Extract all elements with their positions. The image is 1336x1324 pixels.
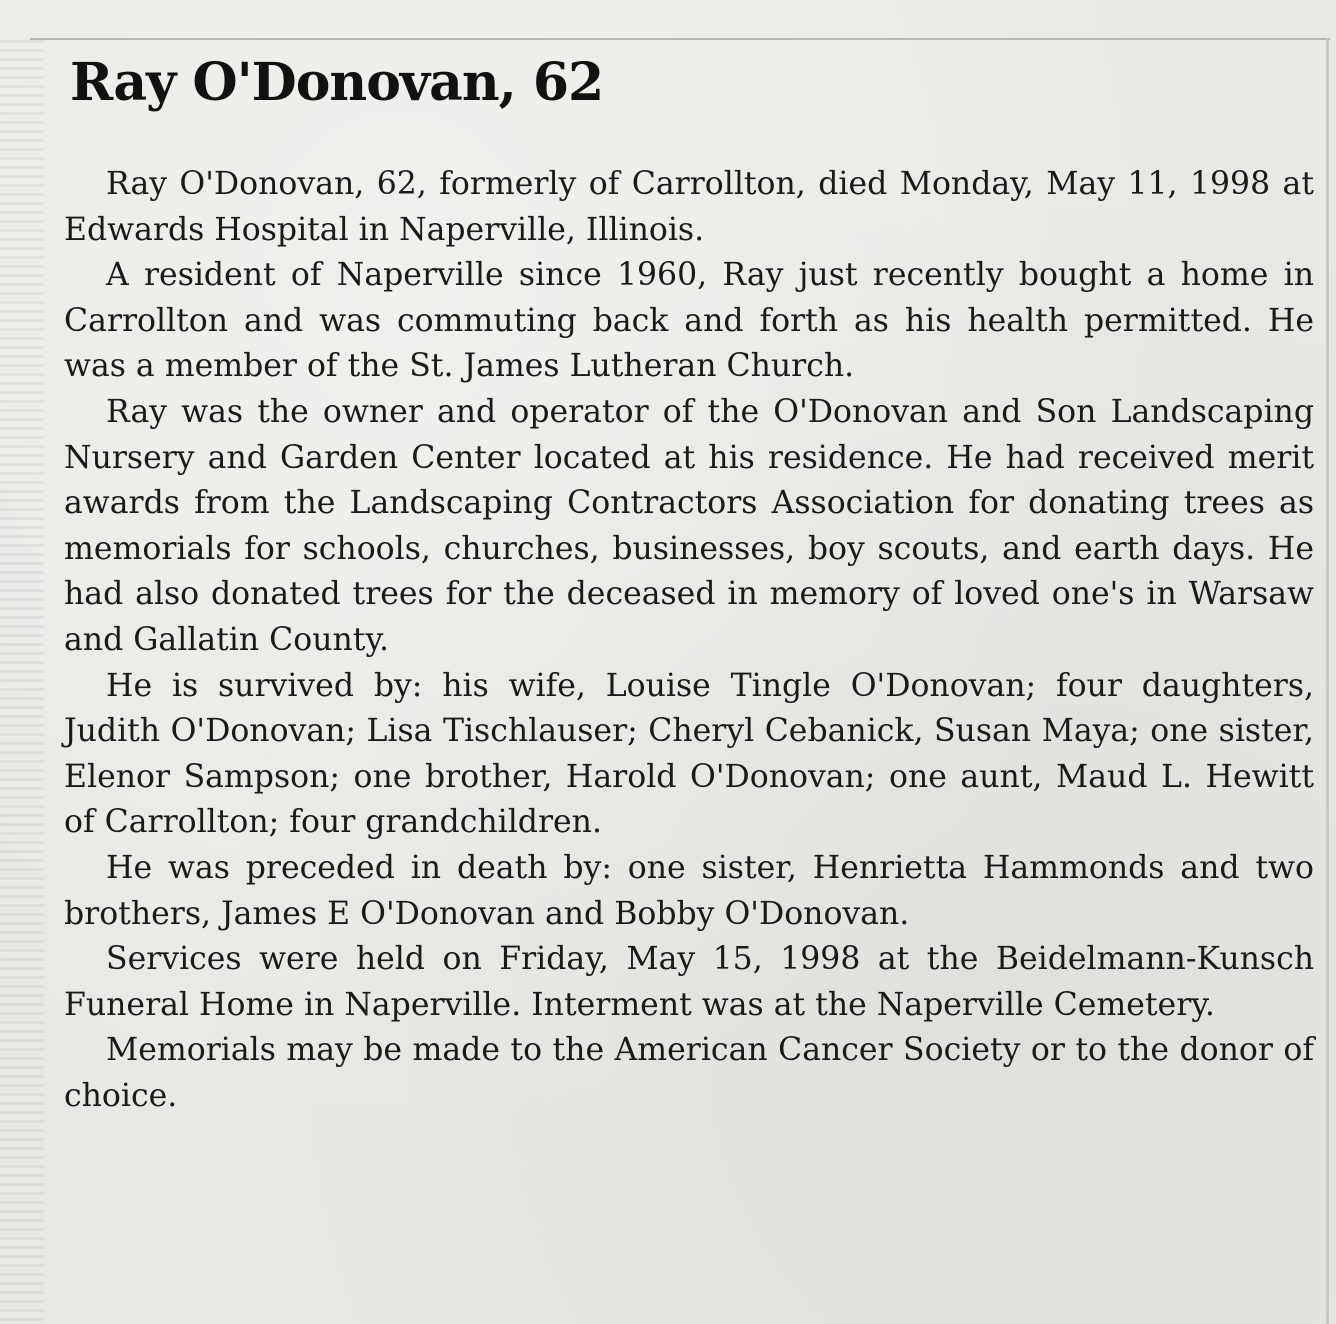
obituary-body (64, 162, 1314, 1119)
clipping-torn-left-edge (0, 40, 44, 1324)
obituary-headline: Ray O'Donovan, 62 (70, 52, 604, 113)
clipping-top-edge (30, 38, 1330, 40)
paragraph-death-notice: Ray O'Donovan, 62, formerly of Carrollton, died Monday, May 11, 1998 at Edwards Hospital in Naperville, Illinois. (64, 166, 1314, 248)
clipping-right-edge (1326, 38, 1329, 1324)
paragraph-services: Services were held on Friday, May 15, 1998 at the Beidelmann-Kunsch Funeral Home in Naperville. Interment was at the Naperville Cemetery. (64, 941, 1314, 1023)
paragraph-memorials: Memorials may be made to the American Cancer Society or to the donor of choice. (64, 1032, 1314, 1114)
paragraph-survivors: He is survived by: his wife, Louise Tingle O'Donovan; four daughters, Judith O'Donovan; Lisa Tischlauser; Cheryl Cebanick, Susan Maya; one sister, Elenor Sampson; one brother, Harold O'Donovan; one aunt, Maud L. Hewitt of Carrollton; four grandchildren. (64, 667, 1314, 841)
paragraph-career: Ray was the owner and operator of the O'Donovan and Son Landscaping Nursery and Garden Center located at his residence. He had received merit awards from the Landscaping Contractors Association for donating trees as memorials for schools, churches, businesses, boy scouts, and earth days. He had also donated trees for the deceased in memory of loved one's in Warsaw and Gallatin County. (64, 393, 1314, 658)
paragraph-preceded-in-death: He was preceded in death by: one sister, Henrietta Hammonds and two brothers, James E O'Donovan and Bobby O'Donovan. (64, 849, 1314, 932)
paragraph-residence: A resident of Naperville since 1960, Ray just recently bought a home in Carrollton and was commuting back and forth as his health permitted. He was a member of the St. James Lutheran Church. (64, 257, 1314, 385)
